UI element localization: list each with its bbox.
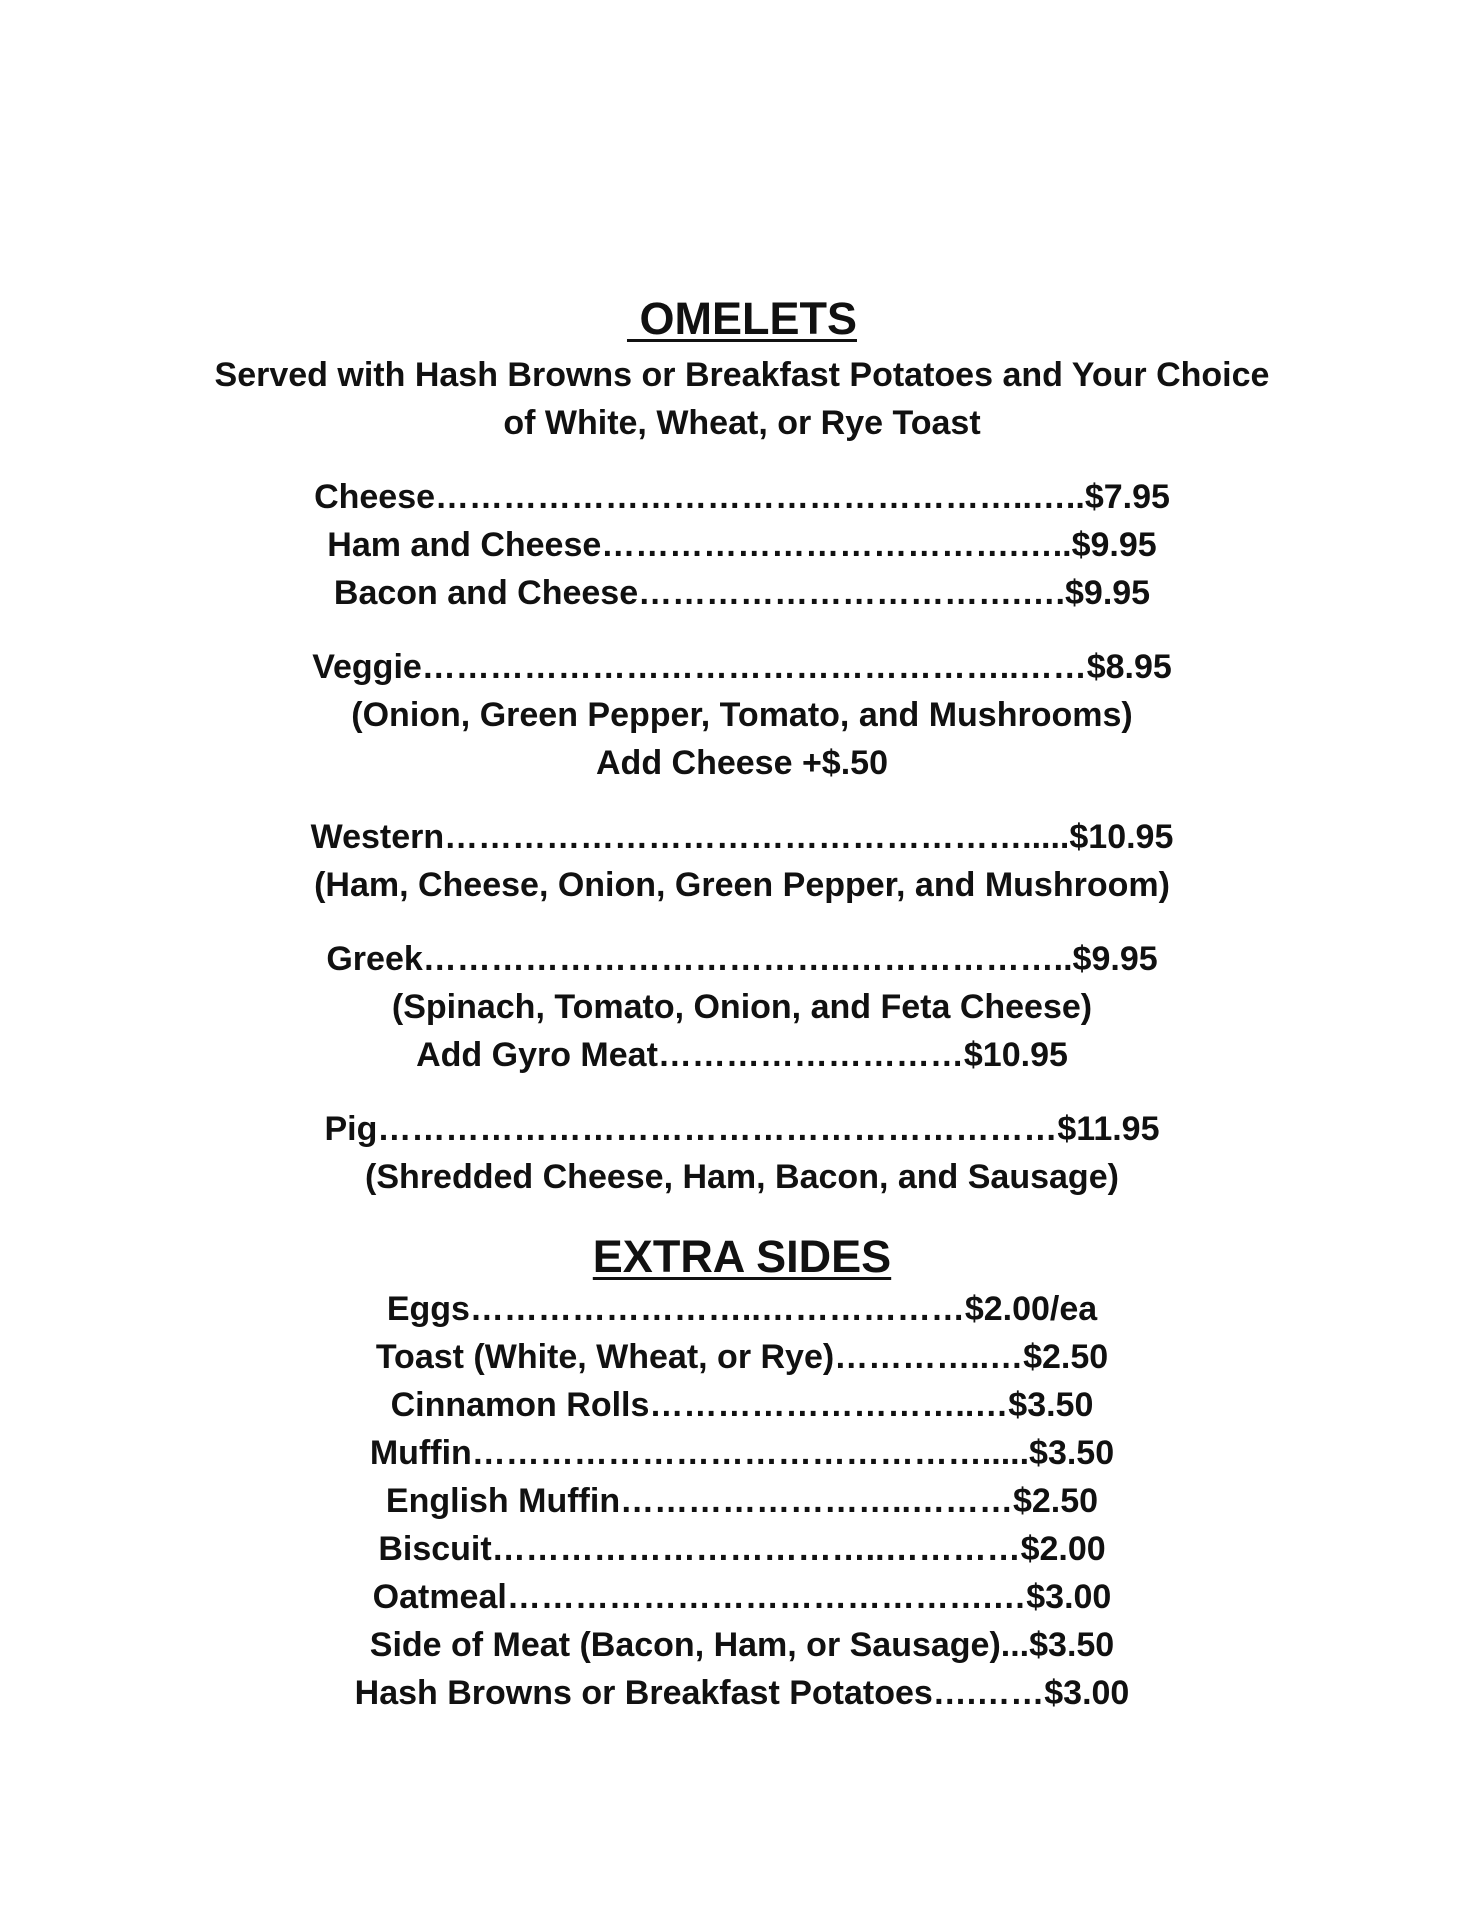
menu-item-pig: Pig……………………………………………………$11.95 xyxy=(324,1110,1160,1148)
side-item-side-of-meat: Side of Meat (Bacon, Ham, or Sausage)...$3.50 xyxy=(369,1626,1115,1664)
menu-item-greek: Greek………………………………..………………..$9.95 xyxy=(326,940,1158,978)
menu-item-western-description: (Ham, Cheese, Onion, Green Pepper, and Mushroom) xyxy=(314,866,1170,904)
menu-item-pig-description: (Shredded Cheese, Ham, Bacon, and Sausage) xyxy=(365,1158,1119,1196)
side-item-cinnamon-rolls: Cinnamon Rolls………………………..…$3.50 xyxy=(390,1386,1094,1424)
omelets-subtitle-line-1: Served with Hash Browns or Breakfast Potatoes and Your Choice xyxy=(214,356,1270,394)
menu-item-western: Western…………………………………………….....$10.95 xyxy=(310,818,1174,856)
extra-sides-heading: EXTRA SIDES xyxy=(592,1231,892,1282)
omelets-subtitle-line-2: of White, Wheat, or Rye Toast xyxy=(503,404,981,442)
side-item-muffin: Muffin……………………………………….....$3.50 xyxy=(369,1434,1115,1472)
menu-item-ham-and-cheese: Ham and Cheese……………………………….…..$9.95 xyxy=(327,526,1157,564)
menu-item-veggie-add-cheese: Add Cheese +$.50 xyxy=(596,744,888,782)
menu-item-greek-add-gyro: Add Gyro Meat………………………$10.95 xyxy=(416,1036,1068,1074)
menu-item-veggie: Veggie……………………………………………..……$8.95 xyxy=(312,648,1172,686)
menu-item-cheese: Cheese……………………………………………..…..$7.95 xyxy=(314,478,1170,516)
menu-item-veggie-description: (Onion, Green Pepper, Tomato, and Mushrooms) xyxy=(351,696,1133,734)
side-item-eggs: Eggs……………………..………………$2.00/ea xyxy=(386,1290,1098,1328)
side-item-toast: Toast (White, Wheat, or Rye)…………..…$2.50 xyxy=(375,1338,1109,1376)
side-item-english-muffin: English Muffin……………………..………$2.50 xyxy=(385,1482,1099,1520)
menu-item-bacon-and-cheese: Bacon and Cheese…………………………….….$9.95 xyxy=(333,574,1151,612)
side-item-hash-browns: Hash Browns or Breakfast Potatoes….……$3.00 xyxy=(354,1674,1130,1712)
side-item-oatmeal: Oatmeal…………………………………….…$3.00 xyxy=(372,1578,1112,1616)
omelets-heading: OMELETS xyxy=(626,293,857,344)
menu-item-greek-description: (Spinach, Tomato, Onion, and Feta Cheese) xyxy=(391,988,1093,1026)
side-item-biscuit: Biscuit……………………………..…………$2.00 xyxy=(378,1530,1106,1568)
